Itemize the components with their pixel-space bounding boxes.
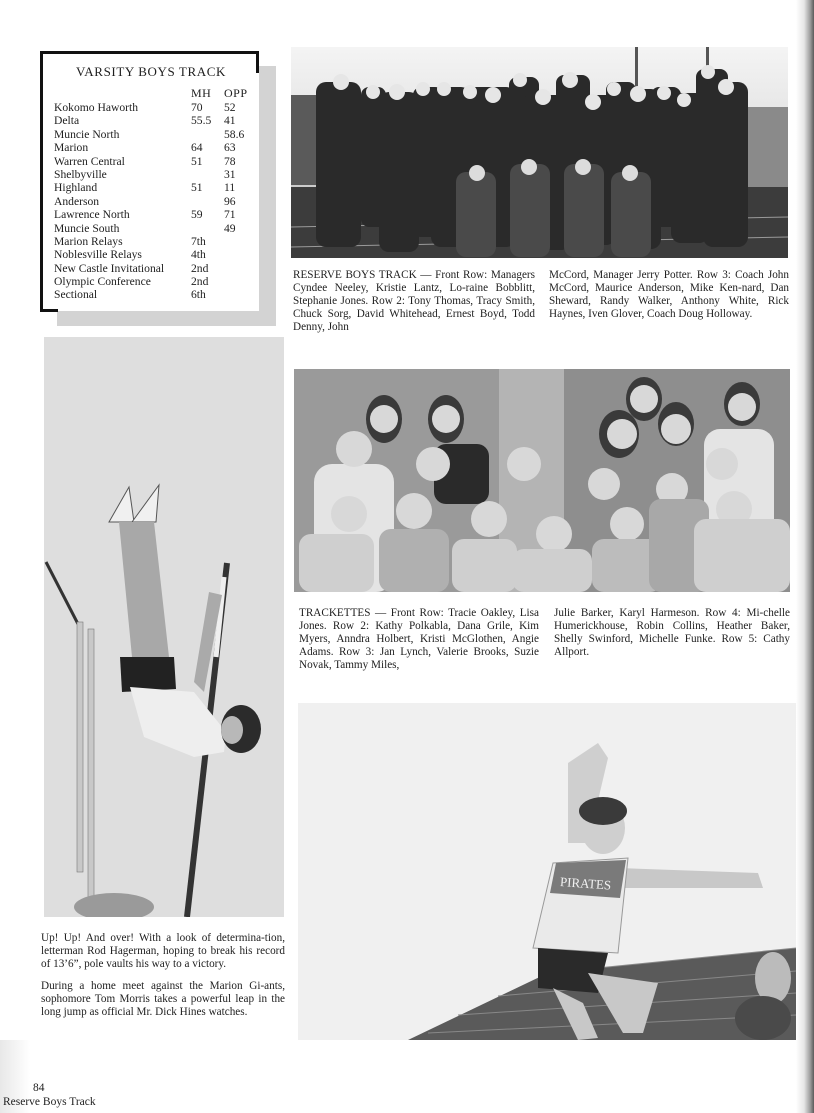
results-row bbox=[54, 275, 254, 288]
mh-score: 2nd bbox=[191, 275, 209, 289]
opponent-name: New Castle Invitational bbox=[54, 261, 165, 275]
mh-score: 4th bbox=[191, 248, 206, 262]
opp-score: 52 bbox=[224, 101, 236, 114]
section-label: Reserve Boys Track bbox=[3, 1096, 96, 1108]
page-gutter-edge bbox=[796, 0, 814, 1113]
mh-score: 70 bbox=[191, 101, 203, 114]
trackettes-photo bbox=[294, 369, 790, 592]
results-row bbox=[54, 195, 254, 208]
opp-score: 63 bbox=[224, 141, 236, 155]
results-row bbox=[54, 248, 254, 261]
opp-score: 58.6 bbox=[224, 127, 245, 141]
opp-score: 96 bbox=[224, 194, 236, 208]
opponent-name: Marion Relays bbox=[54, 234, 123, 248]
pole-vault-caption bbox=[41, 932, 285, 1029]
results-row bbox=[54, 235, 254, 248]
results-row bbox=[54, 101, 254, 114]
mh-score: 7th bbox=[191, 234, 206, 248]
opponent-name: Olympic Conference bbox=[54, 275, 151, 289]
results-title: VARSITY BOYS TRACK bbox=[76, 64, 226, 79]
reserve-boys-track-photo bbox=[291, 47, 788, 258]
opponent-name: Highland bbox=[54, 181, 98, 195]
results-row bbox=[54, 222, 254, 235]
opponent-name: Shelbyville bbox=[54, 167, 107, 181]
opponent-name: Kokomo Haworth bbox=[54, 101, 139, 114]
reserve-boys-track-caption-col1: RESERVE BOYS TRACK — Front Row: Managers Cyndee Neeley, Kristie Lantz, Lo-raine Bobblitt, Stephanie Jones. Row 2: Tony Thomas, Tracy Smith, Chuck Sorg, David Whitehead, Ernest Boyd, Todd Denny, John bbox=[293, 269, 535, 334]
long-jump-caption-text: During a home meet against the Marion Gi-ants, sophomore Tom Morris takes a powerful leap in the long jump as official Mr. Dick Hines watches. bbox=[41, 980, 285, 1019]
trackettes-caption-col2: Julie Barker, Karyl Harmeson. Row 4: Mi-chelle Humerickhouse, Robin Collins, Heather Baker, Shelly Swinford, Michelle Funke. Row 5: Cathy Allport. bbox=[554, 607, 790, 659]
opp-score: 49 bbox=[224, 221, 236, 235]
opponent-name: Marion bbox=[54, 141, 89, 155]
opponent-name: Noblesville Relays bbox=[54, 248, 142, 262]
opponent-name: Sectional bbox=[54, 288, 98, 302]
opp-score: 41 bbox=[224, 114, 236, 128]
results-row bbox=[54, 208, 254, 221]
mh-score: 64 bbox=[191, 141, 203, 155]
column-header-mh: MH bbox=[191, 86, 212, 100]
opp-score: 31 bbox=[224, 167, 236, 181]
opp-score: 11 bbox=[224, 181, 236, 195]
pole-vault-caption-text: Up! Up! And over! With a look of determina-tion, letterman Rod Hagerman, hoping to break his record of 13’6”, pole vaults his way to a victory. bbox=[41, 932, 285, 971]
box-border bbox=[256, 51, 259, 73]
opponent-name: Warren Central bbox=[54, 154, 125, 168]
results-table bbox=[54, 87, 254, 302]
opponent-name: Lawrence North bbox=[54, 208, 130, 222]
results-row bbox=[54, 128, 254, 141]
opp-score: 71 bbox=[224, 208, 236, 222]
opponent-name: Delta bbox=[54, 114, 80, 128]
mh-score: 51 bbox=[191, 181, 203, 195]
trackettes-caption-col1: TRACKETTES — Front Row: Tracie Oakley, Lisa Jones. Row 2: Kathy Polkabla, Dana Grile, Kim Myers, Anndra Holbert, Kristi McGlothen, Angie Adams. Row 3: Jan Lynch, Valerie Brooks, Suzie Novak, Tammy Miles, bbox=[299, 607, 539, 672]
mh-score: 59 bbox=[191, 208, 203, 222]
varsity-results-box bbox=[40, 51, 259, 311]
results-header-row bbox=[54, 87, 254, 101]
pirates-jersey-lettering: PIRATES bbox=[559, 874, 612, 893]
pole-vault-photo bbox=[44, 337, 284, 917]
results-row bbox=[54, 155, 254, 168]
mh-score: 55.5 bbox=[191, 114, 212, 128]
results-row bbox=[54, 262, 254, 275]
mh-score: 2nd bbox=[191, 261, 209, 275]
opp-score: 78 bbox=[224, 154, 236, 168]
results-row bbox=[54, 114, 254, 127]
results-row bbox=[54, 141, 254, 154]
opponent-name: Anderson bbox=[54, 194, 100, 208]
results-row bbox=[54, 181, 254, 194]
opponent-name: Muncie South bbox=[54, 221, 120, 235]
results-row bbox=[54, 168, 254, 181]
reserve-boys-track-caption-col2: McCord, Manager Jerry Potter. Row 3: Coach John McCord, Maurice Anderson, Mike Ken-nard, Dan Sheward, Randy Walker, Anthony White, Rick Haynes, Iven Glover, Coach Doug Holloway. bbox=[549, 269, 789, 321]
page-number: 84 bbox=[33, 1082, 45, 1094]
results-row bbox=[54, 288, 254, 301]
mh-score: 6th bbox=[191, 288, 206, 302]
mh-score: 51 bbox=[191, 154, 203, 168]
long-jump-photo bbox=[298, 703, 796, 1040]
box-border bbox=[40, 309, 58, 312]
opponent-name: Muncie North bbox=[54, 127, 120, 141]
column-header-opp: OPP bbox=[224, 86, 248, 100]
